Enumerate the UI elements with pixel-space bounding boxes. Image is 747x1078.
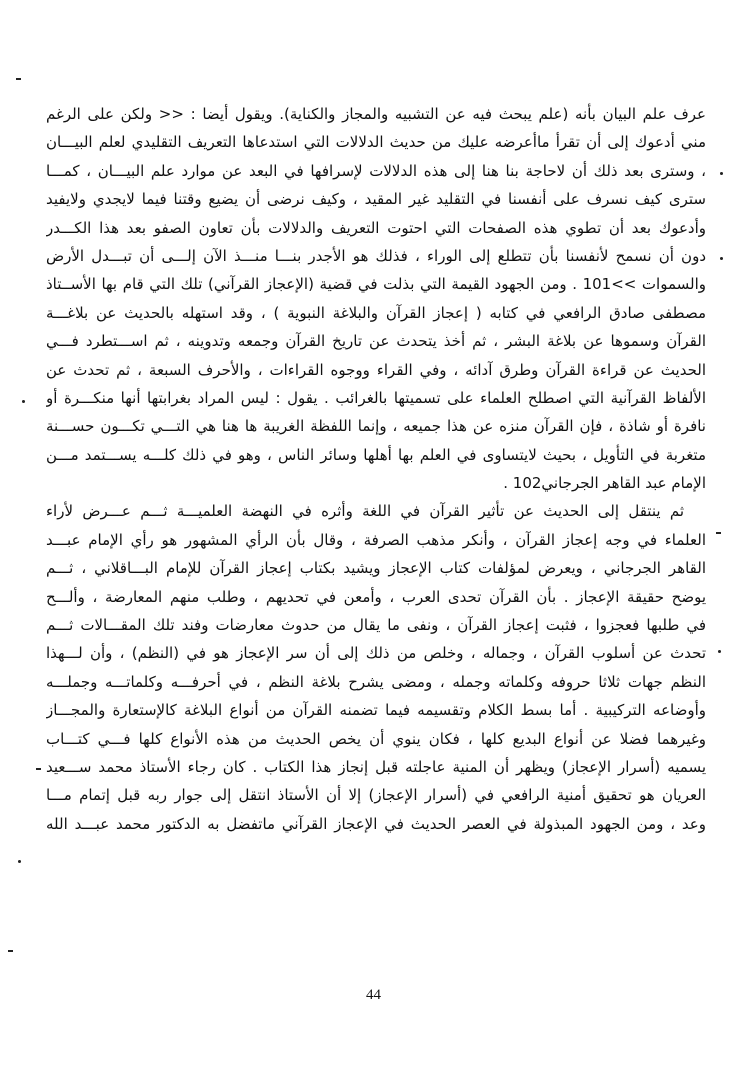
text-line: ، وسترى بعد ذلك أن لاحاجة بنا هنا إلى هذه الدلالات لإسرافها في البعد عن موارد علم البيـــان ، كمـــا <box>46 161 706 180</box>
text-line: القرآن وسموها عن بلاغة البشر ، ثم أخذ يتحدث عن تاريخ القرآن وجمعه وتدوينه ، ثم اســـتطرد فـــي <box>46 332 706 351</box>
margin-mark <box>720 257 723 260</box>
text-line: سترى كيف نسرف على أنفسنا في التقليد غير المقيد ، وكيف نرضى أن يضيع وقتنا فيما لايجدي ولايفيد <box>46 190 706 209</box>
text-line: في طلبها فعجزوا ، فثبت إعجاز القرآن ، ونفى ما يقال من حدوث معارضات وفند تلك المقـــالات ثـــم <box>46 616 706 635</box>
text-line: نافرة أو شاذة ، فإن القرآن منزه عن هذا جميعه ، وإنما اللفظة الغريبة ها هنا هي التـــي تكـــون حســـنة <box>46 417 706 436</box>
margin-mark <box>22 400 25 403</box>
text-line: مني أدعوك إلى أن تقرأ ماأعرضه عليك من حديث الدلالات التي استدعاها التعريف التقليدي لعلم البيـــان <box>46 133 706 152</box>
text-line: يوضح حقيقة الإعجاز . بأن القرآن تحدى العرب ، وأمعن في تحديهم ، وطلب منهم المعارضة ، وألـــح <box>46 587 706 606</box>
text-line: تحدث عن أسلوب القرآن ، وجماله ، وخلص من ذلك إلى أن سر الإعجاز هو في (النظم) ، وأن لـــهذا <box>46 644 706 663</box>
text-line: وعد ، ومن الجهود المبذولة في العصر الحديث في الإعجاز القرآني ماتفضل به الدكتور محمد عبـــد الله <box>46 814 706 833</box>
page-number: 44 <box>366 987 381 1003</box>
margin-mark <box>18 860 21 863</box>
paragraph-first-line: ثم ينتقل إلى الحديث عن تأثير القرآن في اللغة وأثره في النهضة العلميـــة ثـــم عـــرض لأراء <box>46 502 684 521</box>
margin-mark <box>8 950 13 952</box>
text-line: النظم جهات ثلاثا حروفه وكلماته وجمله ، ومضى يشرح بلاغة النظم ، في أحرفـــه وكلماتـــه وجملـــه <box>46 672 706 691</box>
text-line: متغربة في التأويل ، بحيث لايتساوى في العلم بها أهلها وسائر الناس ، وهو في ذلك كلـــه يســـتمد مـــن <box>46 445 706 464</box>
text-line: الحديث عن قراءة القرآن وطرق آدائه ، وفي القراء ووجوه القراءات ، والأحرف السبعة ، ثم تحدث عن <box>46 360 706 379</box>
margin-mark <box>718 650 721 653</box>
margin-mark <box>16 78 21 80</box>
body-text <box>46 100 706 838</box>
text-line: العلماء في وجه إعجاز القرآن ، وأنكر مذهب الصرفة ، وقال بأن الرأي المشهور هو رأي الإمام عبـــد <box>46 530 706 549</box>
text-line: مصطفى صادق الرافعي في كتابه ( إعجاز القرآن والبلاغة النبوية ) ، وقد استهله بالحديث عن بلاغـــة <box>46 303 706 322</box>
text-line: وغيرهما فضلا عن أنواع البديع كلها ، فكان ينوي أن يخص الحديث من هذه الأنواع كلها فـــي كتـــاب <box>46 729 706 748</box>
text-line: عرف علم البيان بأنه (علم يبحث فيه عن التشبيه والمجاز والكناية). ويقول أيضا : << ولكن على الرغم <box>46 105 706 123</box>
text-line: والسموات >>101 . ومن الجهود القيمة التي بذلت في قضية (الإعجاز القرآني) تلك التي قام بها الأســتاذ <box>46 275 706 294</box>
paragraph-end-line: الإمام عبد القاهر الجرجاني102 . <box>503 474 706 493</box>
text-line: الألفاظ القرآنية التي اصطلح العلماء على تسميتها بالغرائب . يقول : ليس المراد بغرابتها أنها منكـــرة أو <box>46 388 706 407</box>
margin-mark <box>716 532 721 534</box>
text-line: العريان هو تحقيق أمنية الرافعي في (أسرار الإعجاز) إلا أن الأستاذ انتقل إلى جوار ربه قبل إتمام مـــا <box>46 786 706 805</box>
text-line: دون أن نسمح لأنفسنا بأن تتطلع إلى الوراء ، فذلك هو الأجدر بنـــا منـــذ الآن إلـــى أن تبـــدل الأرض <box>46 246 706 265</box>
text-line: وأوضاعه التركيبية . أما بسط الكلام وتقسيمه فيما تضمنه القرآن من أنواع البلاغة كالإستعارة والمجـــاز <box>46 701 706 720</box>
text-line: القاهر الجرجاني ، ويعرض لمؤلفات كتاب الإعجاز ويشيد بكتاب إعجاز القرآن للإمام البـــاقلاني ، ثـــم <box>46 559 706 578</box>
text-line: وأدعوك بعد أن تطوي هذه الصفحات التي احتوت التعريف والدلالات بأن تعاون الصفو بعد هذا الكـــدر <box>46 218 706 237</box>
margin-mark <box>720 172 723 175</box>
text-line: يسميه (أسرار الإعجاز) ويظهر أن المنية عاجلته قبل إنجاز هذا الكتاب . كان رجاء الأستاذ محمد ســـعيد <box>46 757 706 776</box>
margin-mark <box>36 768 41 770</box>
